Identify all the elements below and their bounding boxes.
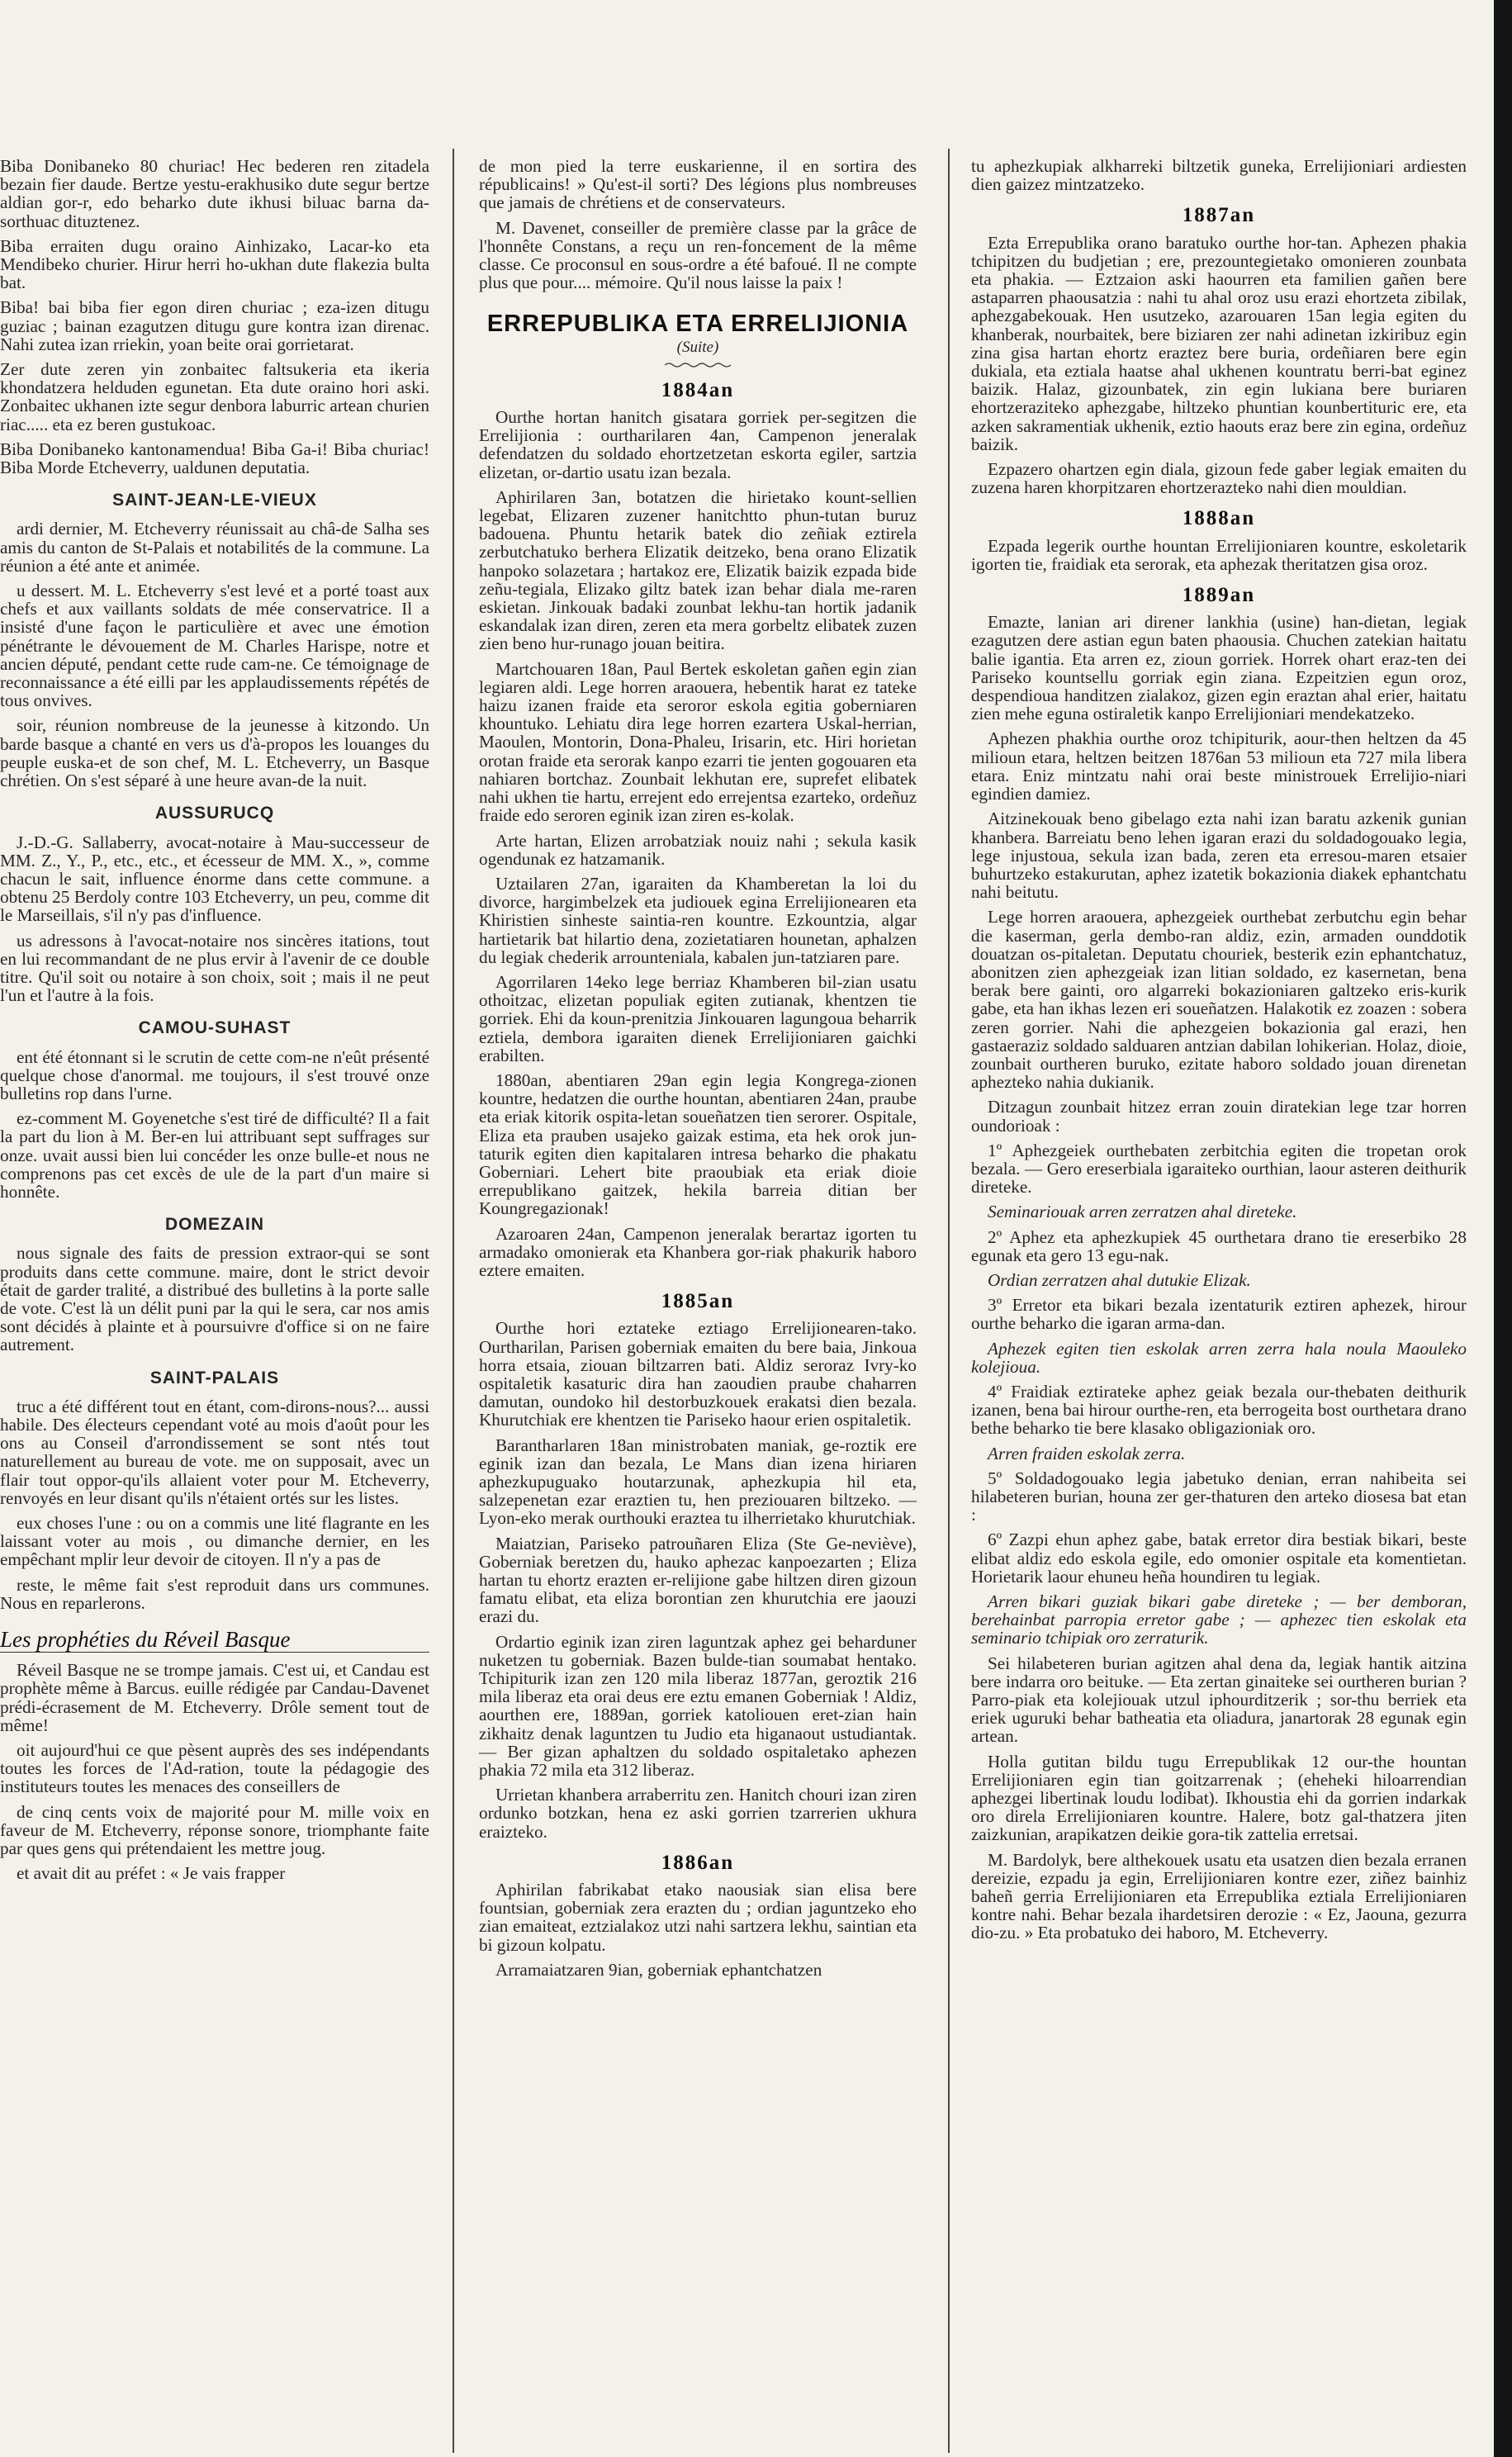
article-paragraph: 1º Aphezgeiek ourthebaten zerbitchia egiten die tropetan orok bezala. — Gero ereserbiala igaraiteko ourthian, laour asteren deithurik direteke.: [971, 1140, 1467, 1198]
article-headline: ERREPUBLIKA ETA ERRELIJIONIA: [486, 311, 909, 338]
article-paragraph: Biba! bai biba fier egon diren churiac ; eza-izen ditugu guziac ; bainan ezagutzen ditugu gure kontra izan direnac. Nahi zutea izan rriekin, yoan beite orai gorrietarat.: [0, 297, 429, 354]
article-paragraph: Maiatzian, Pariseko patrouñaren Eliza (Ste Ge-neviève), Goberniak beretzen du, hauko aphezac kanpoezarten ; Eliza hartan tu ehortz erazten er-relijione gabe hiltzen diren gizoun famatu elibat, eta eliza borontian zen khurutchia ere jaouzi erazi du.: [479, 1533, 917, 1627]
article-paragraph: ardi dernier, M. Etcheverry réunissait au châ-de Salha ses amis du canton de St-Palais et notabilités de la commune. La réunion a été ante et animée.: [0, 519, 429, 576]
article-paragraph: Aphirilan fabrikabat etako naousiak sian elisa bere fountsian, goberniak zera erazten du ; ordian jaguntzeko eho zian emaiteat, eztzialakoz utzi nahi sartzera lekhu, saintian eta bi gizoun kolpatu.: [479, 1880, 917, 1955]
article-paragraph: J.-D.-G. Sallaberry, avocat-notaire à Mau-successeur de MM. Z., Y., P., etc., etc., et écesseur de MM. X., », comme chacun le sait, influence énorme dans cette commune. a obtenu 25 Berdoly contre 103 Etcheverry, un peu, comme dit le Marseillais, s'il n'y pas d'influence.: [0, 832, 429, 926]
article-paragraph: M. Davenet, conseiller de première classe par la grâce de l'honnête Constans, a reçu un ren-foncement de la même classe. Ce proconsul en sous-ordre a été bafoué. Il ne compte plus que pour.... mémoire. Qu'il nous laisse la paix !: [479, 217, 917, 293]
article-paragraph: tu aphezkupiak alkharreki biltzetik guneka, Errelijioniari ardiesten dien gaizez mintzatzeko.: [971, 156, 1467, 195]
article-paragraph: Azaroaren 24an, Campenon jeneralak berartaz igorten tu armadako omonierak eta Khanbera gor-riak phakurik haboro eztere emaiten.: [479, 1223, 917, 1280]
section-heading: SAINT-JEAN-LE-VIEUX: [112, 491, 317, 510]
article-paragraph: Aphirilaren 3an, botatzen die hirietako kount-sellien legebat, Elizaren zuzener hanitchtto phun-tutan buruz badouena. Phuntu hetarik batek dio zeñiak eztirela zerbutchatuko berhera Elizatik deitzeko, bena orano Elizatik hanpoko solazetara ; hartakoz ere, Elizatik baizik ezpada bide zeñu-tegiala, Elizako giltz batek izan behar diala me-raren eskietan. Jinkouak badaki zounbat lekhu-tan hortik jadanik eskandalak izan diren, zeren eta mera gorbeltz elibatek zuzen zien beno hur-runago jouan beitira.: [479, 486, 917, 654]
article-paragraph: Biba erraiten dugu oraino Ainhizako, Lacar-ko eta Mendibeko churier. Hirur herri ho-ukhan dute flakezia bulta bat.: [0, 235, 429, 293]
page-edge-shadow: [1494, 0, 1512, 2457]
article-paragraph: Ditzagun zounbait hitzez erran zouin diratekian lege tzar horren oundorioak :: [971, 1097, 1467, 1136]
article-paragraph: 3º Erretor eta bikari bezala izentaturik eztiren aphezek, hirour ourthe beharko die igaran arma-dan.: [971, 1295, 1467, 1334]
section-heading: AUSSURUCQ: [154, 804, 275, 823]
year-heading: 1887an: [1182, 204, 1256, 227]
article-italic-line: Seminariouak arren zerratzen ahal direteke.: [988, 1202, 1297, 1222]
article-italic-line: Aphezek egiten tien eskolak arren zerra hala noula Maouleko kolejioua.: [971, 1338, 1467, 1377]
article-italic-line: Arren fraiden eskolak zerra.: [988, 1443, 1186, 1463]
article-paragraph: soir, réunion nombreuse de la jeunesse à kitzondo. Un barde basque a chanté en vers us d'à-propos les louanges du peuple euska-et de son chef, M. L. Etcheverry, un Basque chrétien. On s'est séparé à une heure avan-de la nuit.: [0, 715, 429, 791]
article-paragraph: 2º Aphez eta aphezkupiek 45 ourthetara drano tie ereserbiko 28 egunak eta gero 13 egu-nak.: [971, 1226, 1467, 1265]
article-paragraph: u dessert. M. L. Etcheverry s'est levé et a porté toast aux chefs et aux vaillants soldats de mée conservatrice. Il a insisté d'une façon le particulière et avec une émotion pénétrante le dévouement de M. Charles Harispe, notre et ancien député, pendant cette rude cam-ne. Ce témoignage de reconnaissance a été eilli par les applaudissements répétés de tous onvives.: [0, 581, 429, 711]
column-right: [971, 157, 1467, 1949]
article-italic-line: Ordian zerratzen ahal dutukie Elizak.: [988, 1269, 1251, 1290]
article-paragraph: Ezta Errepublika orano baratuko ourthe hor-tan. Aphezen phakia tchipitzen du budjetian ; ere, prezountegietako omonieren zounbata eta phakia. — Eztzaion aski haourren eta familien gañen bere astaparren phaousatzia : nahi tu ahal oroz usu erazi ehortzeta zibilak, aphezgabekouak. Hen usutzeko, azarouaren 15an legia egiten du khanberak, nourbaitek, bere biziaren zer nahi adinetan izkiribuz egin zina gisa hartan ehortz eraztez bere buria, ordeñiaren bere egin dukiala, eta eztiala haatse ahal ukhenen kountratu berri-bat eginez baizik. Halaz, gizounbatek, zin egin lukiana bere buriaren ehortzeraziteko aphezgabe, hiltzeko phuntian kounbertituric ere, eta azken sakramentiak ukhenik, eztio haouts eraz bere zin egina, ordeñuz baizik.: [971, 232, 1467, 454]
year-heading: 1889an: [1182, 584, 1256, 607]
article-paragraph: Biba Donibaneko 80 churiac! Hec bederen ren zitadela bezain fier daude. Bertze yestu-erakhusiko dute segur bertze aldian gor-r, edo beharko dute ikhusi biluac barna da-sorthuac dituztenez.: [0, 156, 429, 231]
year-heading: 1888an: [1182, 507, 1256, 530]
article-paragraph: nous signale des faits de pression extraor-qui se sont produits dans cette commune. maire, dont le strict devoir était de garder tralité, a distribué des bulletins à la porte salle de vote. C'est là un délit puni par la qui le sera, car nos amis sont décidés à plainte et à poursuivre d'office si on ne faire autrement.: [0, 1243, 429, 1355]
article-paragraph: Ordartio eginik izan ziren laguntzak aphez gei beharduner nuketzen tu goberniak. Bazen bulde-tian soumabat hentako. Tchipiturik izan zen 120 mila liberaz 1877an, geroztik 216 mila liberaz eta orai deus ere eztu emanen Goberniak ! Aldiz, aourthen ere, 1889an, gorriek katoliouen eret-zian hain zikhaitz denak laguntzen tu Judio eta higanaout ustudiantak. — Ber gizan aphaltzen du soldado ospitaletako aphezen phakia 72 mila eta 312 liberaz.: [479, 1631, 917, 1781]
article-paragraph: 4º Fraidiak eztirateke aphez geiak bezala our-thebaten deithurik izanen, bena bai hirour ourthe-ren, eta berrogeita bost ourthetara drano bethe beharko tie bere klasako obligazioniak oro.: [971, 1381, 1467, 1439]
column-divider: [453, 149, 454, 2453]
article-paragraph: oit aujourd'hui ce que pèsent auprès des ses indépendants toutes les forces de l'Ad-ration, toute la pédagogie des instituteurs toutes les menaces des conseillers de: [0, 1740, 429, 1797]
article-paragraph: Barantharlaren 18an ministrobaten maniak, ge-roztik ere eginik izan dan bezala, Le Mans dian izena hiriaren aphezkupuguako houtarzunak, aphezkupia hil eta, salzepenetan ezar eraztien tu, hen preziouaren biltzeko. — Lyon-eko merak ourthouki eraztea tu ilherrietako khurutchiak.: [479, 1435, 917, 1529]
article-subtitle: (Suite): [676, 338, 719, 356]
article-paragraph: de mon pied la terre euskarienne, il en sortira des républicains! » Qu'est-il sorti? Des légions plus nombreuses que jamais de chrétiens et de conservateurs.: [479, 156, 917, 213]
article-paragraph: truc a été différent tout en étant, com-dirons-nous?... aussi habile. Des électeurs cependant voté au mois d'août pour les ons au Conseil d'arrondissement se sont ntés tout naturellement au bureau de vote. me on supposait, avec un flair tout oppor-qu'ils allaient voter pour M. Etcheverry, renvoyés en leur disant qu'ils n'étaient ortés sur les listes.: [0, 1396, 429, 1508]
section-title: Les prophéties du Réveil Basque: [0, 1630, 429, 1653]
article-paragraph: Sei hilabeteren burian agitzen ahal dena da, legiak hantik aitzina bere indarra oro beituke. — Eta zertan ginaiteke sei ourtheren burian ? Parro-piak eta kolejiouak utzul iphourditzerik ; sor-thu berriek eta eriek uguruki behar batheatia eta oliadura, janartorak 28 egunak egin artean.: [971, 1653, 1467, 1747]
article-paragraph: Ourthe hortan hanitch gisatara gorriek per-segitzen die Errelijionia : ourtharilaren 4an, Campenon jeneralak defendatzen du soldado ehortzetzetan eskorta egiler, sartzia elizetan, or-dartio usatu izan bezala.: [479, 407, 917, 482]
article-paragraph: et avait dit au préfet : « Je vais frapper: [17, 1863, 286, 1884]
article-paragraph: 5º Soldadogouako legia jabetuko denian, erran nahibeita sei hilabeteren burian, houna zer ger-thaturen den arteko diosesa bat etan :: [971, 1468, 1467, 1525]
column-divider: [948, 149, 950, 2453]
article-paragraph: Biba Donibaneko kantonamendua! Biba Ga-i! Biba churiac! Biba Morde Etcheverry, ualdunen deputatia.: [0, 439, 429, 478]
article-paragraph: ent été étonnant si le scrutin de cette com-ne n'eût présenté quelque chose d'anormal. me toujours, il s'est trouvé onze bulletins rop dans l'urne.: [0, 1046, 429, 1103]
section-heading: SAINT-PALAIS: [149, 1368, 280, 1387]
ornament-divider: [665, 362, 731, 368]
article-paragraph: Lege horren araouera, aphezgeiek ourthebat zerbutchu egin behar die kaserman, gerla dembo-ran aldiz, ezin, armaden ounddotik douatzan os-pitaletan. Deputatu chouriek, besterik ezin ephantchatuz, abonitzen zien aphezgeiak izan litian soldado, ez kasernetan, bena berak bere gainti, oro algarreki bokazioniaren galtzeko eris-kurik gabe, eta han ikhas lezen eri soueñatzen. Halakotik ez zoazen : sobera zeren gorrier. Nahi die aphezgeien bokazionia gal erazi, hen gastaeraziz soldado salduaren antzian dabilan lohikerian. Holaz, dioie, zounbait ourtheren buruko, ezitate haboro soldado jouan direnetan aphezteko nahia dukianik.: [971, 907, 1467, 1093]
article-italic-line: Arren bikari guziak bikari gabe direteke ; — ber demboran, berehainbat parropia erretor gabe ; — aphezec tien eskolak eta seminario tchipiak oro zerraturik.: [971, 1591, 1467, 1648]
article-paragraph: Ezpada legerik ourthe hountan Errelijioniaren kountre, eskoletarik igorten tie, fraidiak eta serorak, eta aphezak theritatzen gisa oroz.: [971, 535, 1467, 574]
article-paragraph: Arte hartan, Elizen arrobatziak nouiz nahi ; sekula kasik ogendunak ez hatzamanik.: [479, 830, 917, 869]
section-heading: DOMEZAIN: [165, 1215, 264, 1235]
column-middle: [479, 157, 917, 1985]
article-paragraph: reste, le même fait s'est reproduit dans urs communes. Nous en reparlerons.: [0, 1574, 429, 1613]
article-paragraph: Urrietan khanbera arraberritu zen. Hanitch chouri izan ziren ordunko botzkan, hena ez aski gorrien tzarrerien ukhura eraizteko.: [479, 1785, 917, 1842]
article-paragraph: Aphezen phakhia ourthe oroz tchipiturik, aour-then heltzen da 45 milioun etara, heltzen beitzen 1876an 53 milioun eta 727 mila libera etara. Eniz mintzatu nahi orai beste ministrouek Errelijio-niari egindien damiez.: [971, 728, 1467, 804]
year-heading: 1885an: [661, 1290, 735, 1313]
article-paragraph: Emazte, lanian ari direner lankhia (usine) han-dietan, legiak ezagutzen dere astian egun baten phaousia. Chuchen zatekian haitatu balie igantia. Eta arren ez, zioun gorriek. Horrek ohart eraz-ten dei Pariseko kountsellu gorriak egin ziana. Ezpeitzien egun oroz, despendioua handitzen zialakoz, gizen egin eraztan ahal erier, haitatu zien mehe eguna ostiraletik kanpo Errelijioniari mendekatzeko.: [971, 612, 1467, 724]
article-paragraph: Réveil Basque ne se trompe jamais. C'est ui, et Candau est prophète même à Barcus. euille rédigée par Candau-Davenet prédi-écrasement de M. Etcheverry. Drôle sement tout de même!: [0, 1660, 429, 1735]
article-paragraph: 1880an, abentiaren 29an egin legia Kongrega-zionen kountre, hedatzen die ourthe hountan, abentiaren 24an, praube eta eriak kitorik ospita-letan soueñatzen tien serorer. Ospitale, Eliza eta prauben usajeko gaizak estima, eta hek orok jun-taturik egiten dien kapitalaren intresa beharko die phakatu Goberniari. Lehert bite praoubiak eta eriak dioie errepublikano gaitzek, hekila barreia ditian ber Koungregazionak!: [479, 1070, 917, 1219]
article-paragraph: Zer dute zeren yin zonbaitec faltsukeria eta ikeria khondatzera helduden egunetan. Eta dute oraino hori aski. Zonbaitec ukhanen izte segur denbora laburric artean churien riac..... eta ez beren gustukoac.: [0, 359, 429, 434]
article-paragraph: ez-comment M. Goyenetche s'est tiré de difficulté? Il a fait la part du lion à M. Ber-en lui attribuant sept suffrages sur onze. uvait aussi bien lui concéder les onze bulle-et nous ne comprenons pas cet excès de ule de la part d'un maire si honnête.: [0, 1108, 429, 1202]
article-paragraph: Aitzinekouak beno gibelago ezta nahi izan baratu azkenik gunian khanbera. Barreiatu beno lehen igaran erazi du soldadogouako legia, lege injustoua, sekula izan bada, zeren eta erresou-maren etsaier buhurtzeko estakurutan, aphez izatetik bokazionia diakek ephantchatu nahi beitutu.: [971, 809, 1467, 903]
article-paragraph: Ourthe hori eztateke eztiago Errelijionearen-tako. Ourtharilan, Parisen goberniak emaiten du bere baia, Jinkoua horra etsaia, ziouan biltzarren bati. Aldiz seroraz Ivry-ko ospitaletik kasaturic dira han zaoudien praube chaharren damutan, oundoko hil destorbuzkouek erakatsi dien bezala. Khurutchiak ere khentzen tie Pariseko haour erien ospitaletik.: [479, 1318, 917, 1430]
year-heading: 1886an: [661, 1851, 735, 1874]
year-heading: 1884an: [661, 378, 735, 401]
column-left: [0, 157, 429, 1889]
article-paragraph: de cinq cents voix de majorité pour M. mille voix en faveur de M. Etcheverry, réponse sonore, triomphante faite par ques gens qui prétendaient les mettre joug.: [0, 1801, 429, 1859]
article-paragraph: us adressons à l'avocat-notaire nos sincères itations, tout en lui recommandant de ne plus ervir à l'avenir de ce double titre. Qu'il soit ou notaire à son choix, soit ; mais il ne peut l'un et l'autre à la fois.: [0, 930, 429, 1006]
article-paragraph: 6º Zazpi ehun aphez gabe, batak erretor dira bestiak bikari, beste elibat aldiz edo eskola egile, edo omonier ospitale eta komentietan. Horietarik laour ehuneu heña houndiren tu legiak.: [971, 1530, 1467, 1587]
article-paragraph: Martchouaren 18an, Paul Bertek eskoletan gañen egin zian legiaren aldi. Lege horren araouera, hebentik harat ez tateke haizu izanen fraide eta seroror eskola egitia goberniaren khountuko. Lehiatu dira lege horren ezartera Uskal-herrian, Maoulen, Montorin, Dona-Phaleu, Irisarin, etc. Hiri horietan orotan fraide eta serorak kanpo ezarri tie jenten gogouaren eta nahiaren bortchaz. Zounbait lekhutan ere, suprefet elibatek nahi ukhen tie hartu, errejent edo errejentsa ezarteko, ordeñuz fraide edo seroren eginik izan ziren es-kolak.: [479, 658, 917, 826]
article-paragraph: M. Bardolyk, bere althekouek usatu eta usatzen dien bezala erranen dereizie, ezpadu ja egin, Errelijioniaren kontre ezer, ziñez bainhiz baheñ gerria Errelijioniaren eta Errepublika eztiala Errelijioniaren kontre nahi. Behar bezala ihardetsiren derozie : « Ez, Jaouna, gezurra dio-zu. » Eta probatuko dei haboro, M. Etcheverry.: [971, 1849, 1467, 1943]
section-heading: CAMOU-SUHAST: [138, 1018, 291, 1038]
article-paragraph: Arramaiatzaren 9ian, goberniak ephantchatzen: [495, 1959, 822, 1980]
article-paragraph: Uztailaren 27an, igaraiten da Khamberetan la loi du divorce, hargimbelzek eta judiouek egina Errelijionearen eta Khiristien sinheste saintia-ren kountre. Ezkountzia, algar hartietarik bat hilartio dena, zozietatiaren hounetan, aphalzen du legiak chederik arrounteniala, kabalen jun-tatziaren pare.: [479, 873, 917, 967]
article-paragraph: eux choses l'une : ou on a commis une lité flagrante en les laissant voter au mois , ou dimanche dernier, en les empêchant mplir leur devoir de citoyen. Il n'y a pas de: [0, 1513, 429, 1570]
article-paragraph: Agorrilaren 14eko lege berriaz Khamberen bil-zian usatu othoitzac, elizetan populiak egiten zutianak, khentzen tie gorriek. Ehi da koun-prenitzia Jinkouaren lagungoua beharrik eztiela, dembora igaraiten dienek Errelijioniaren gaichki erabilten.: [479, 971, 917, 1065]
article-paragraph: Holla gutitan bildu tugu Errepublikak 12 our-the hountan Errelijioniaren egin tian goitzarrenak ; (eheheki hiloarrendian aphezgei libertinak loudu lodibat). Ikhoustia ehi da gorrien indarkak oro direla Errelijioniaren kountre. Halere, botz gal-thatzera jiten zaizkunian, arapikatzen deikie gora-tik zattelia erretsai.: [971, 1751, 1467, 1845]
article-paragraph: Ezpazero ohartzen egin diala, gizoun fede gaber legiak emaiten du zuzena haren khorpitzaren ehortzerazteko nahi dien mouldian.: [971, 459, 1467, 498]
